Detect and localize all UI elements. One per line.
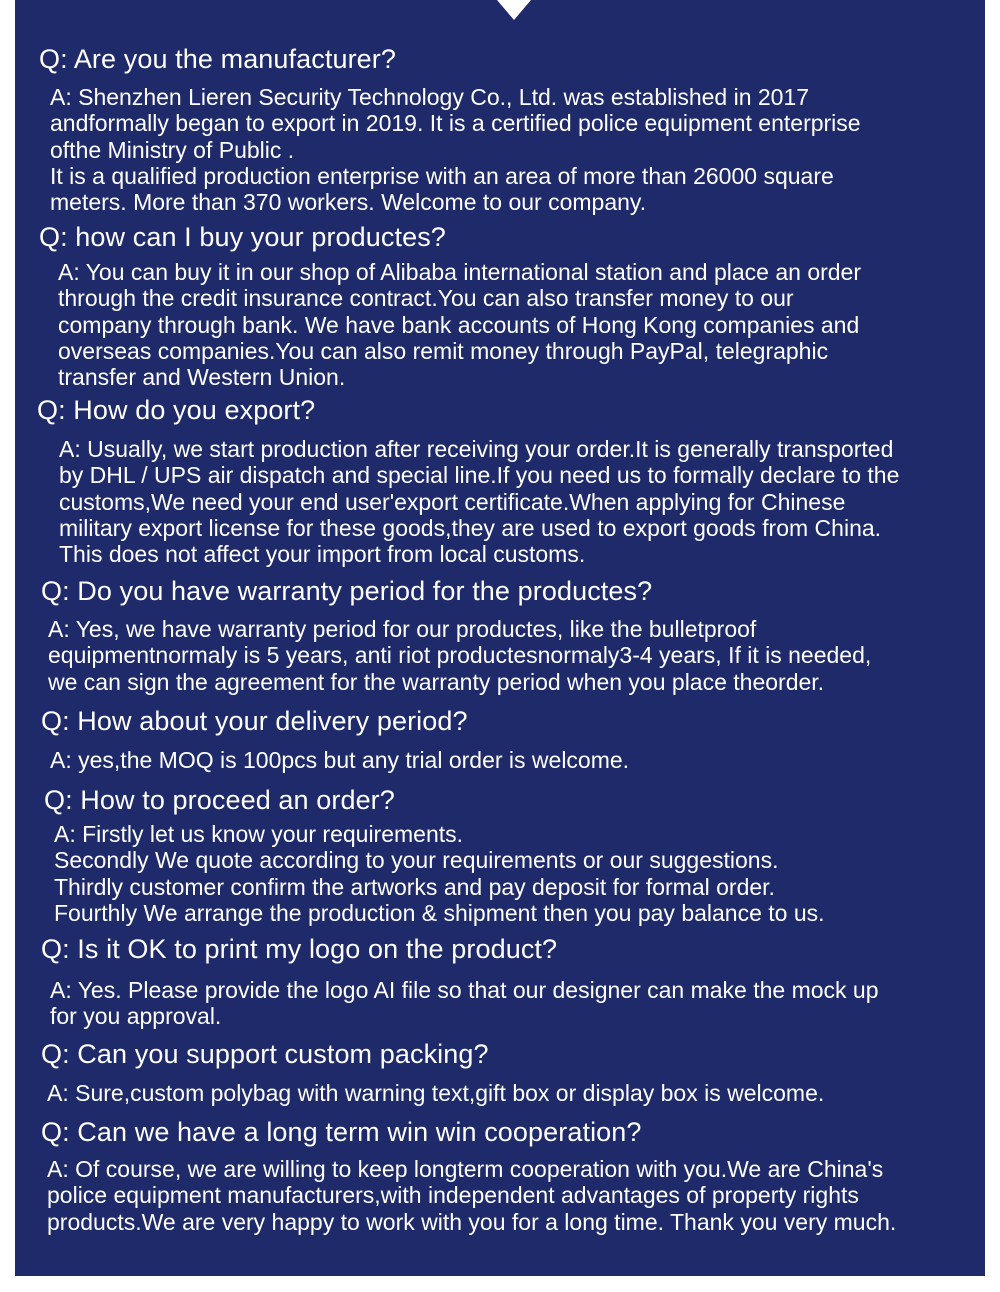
- answer-line: A: Yes. Please provide the logo AI file so that our designer can make the mock up: [50, 977, 879, 1003]
- answer-line: customs,We need your end user'export certificate.When applying for Chinese: [59, 488, 846, 515]
- faq-answer: [54, 821, 825, 926]
- faq-question: Q: Can you support custom packing?: [41, 1039, 489, 1069]
- answer-line: A: Yes, we have warranty period for our productes, like the bulletproof: [48, 616, 757, 642]
- answer-line: Secondly We quote according to your requirements or our suggestions.: [54, 847, 779, 874]
- answer-line: police equipment manufacturers,with independent advantages of property rights: [47, 1182, 859, 1209]
- faq-question: Q: Is it OK to print my logo on the product?: [41, 934, 558, 964]
- answer-line: A: yes,the MOQ is 100pcs but any trial order is welcome.: [50, 747, 630, 773]
- answer-line: for you approval.: [50, 1003, 222, 1030]
- answer-line: Fourthly We arrange the production & shipment then you pay balance to us.: [54, 899, 825, 926]
- answer-line: It is a qualified production enterprise with an area of more than 26000 square: [50, 162, 834, 189]
- faq-question: Q: Do you have warranty period for the productes?: [41, 576, 653, 606]
- faq-panel: [15, 0, 985, 1276]
- faq-question: Q: how can I buy your productes?: [39, 222, 446, 252]
- answer-line: meters. More than 370 workers. Welcome to our company.: [50, 189, 647, 216]
- faq-question: Q: Can we have a long term win win cooperation?: [41, 1117, 642, 1147]
- faq-answer: [50, 84, 861, 215]
- faq-question: Q: How to proceed an order?: [44, 785, 395, 815]
- answer-line: A: Of course, we are willing to keep longterm cooperation with you.We are China's: [47, 1156, 884, 1182]
- answer-line: A: Firstly let us know your requirements.: [54, 821, 464, 847]
- answer-line: products.We are very happy to work with you for a long time. Thank you very much.: [47, 1208, 897, 1235]
- answer-line: through the credit insurance contract.You can also transfer money to our: [58, 285, 794, 312]
- answer-line: A: You can buy it in our shop of Alibaba international station and place an order: [58, 259, 862, 285]
- answer-line: Thirdly customer confirm the artworks and pay deposit for formal order.: [54, 873, 775, 900]
- faq-question: Q: Are you the manufacturer?: [39, 44, 396, 74]
- faq-answer: [50, 747, 629, 773]
- top-notch-decoration: [497, 0, 531, 20]
- faq-answer: [50, 977, 879, 1030]
- answer-line: company through bank. We have bank accounts of Hong Kong companies and: [58, 311, 860, 338]
- faq-answer: [59, 436, 899, 567]
- answer-line: andformally began to export in 2019. It is a certified police equipment enterprise: [50, 110, 861, 137]
- answer-line: A: Sure,custom polybag with warning text,gift box or display box is welcome.: [47, 1080, 825, 1106]
- answer-line: A: Shenzhen Lieren Security Technology Co., Ltd. was established in 2017: [50, 84, 810, 110]
- faq-question: Q: How do you export?: [37, 395, 316, 425]
- answer-line: equipmentnormaly is 5 years, anti riot productesnormaly3-4 years, If it is needed,: [48, 642, 872, 669]
- answer-line: This does not affect your import from local customs.: [59, 541, 586, 568]
- answer-line: we can sign the agreement for the warranty period when you place theorder.: [48, 668, 825, 695]
- answer-line: military export license for these goods,they are used to export goods from China.: [59, 514, 882, 541]
- faq-answer: [47, 1156, 896, 1235]
- answer-line: A: Usually, we start production after receiving your order.It is generally transported: [59, 436, 894, 462]
- answer-line: overseas companies.You can also remit money through PayPal, telegraphic: [58, 337, 829, 364]
- answer-line: ofthe Ministry of Public .: [50, 136, 295, 163]
- faq-question: Q: How about your delivery period?: [41, 706, 468, 736]
- answer-line: transfer and Western Union.: [58, 364, 346, 391]
- faq-answer: [47, 1080, 824, 1106]
- faq-answer: [48, 616, 871, 695]
- faq-answer: [58, 259, 861, 390]
- answer-line: by DHL / UPS air dispatch and special line.If you need us to formally declare to the: [59, 462, 900, 489]
